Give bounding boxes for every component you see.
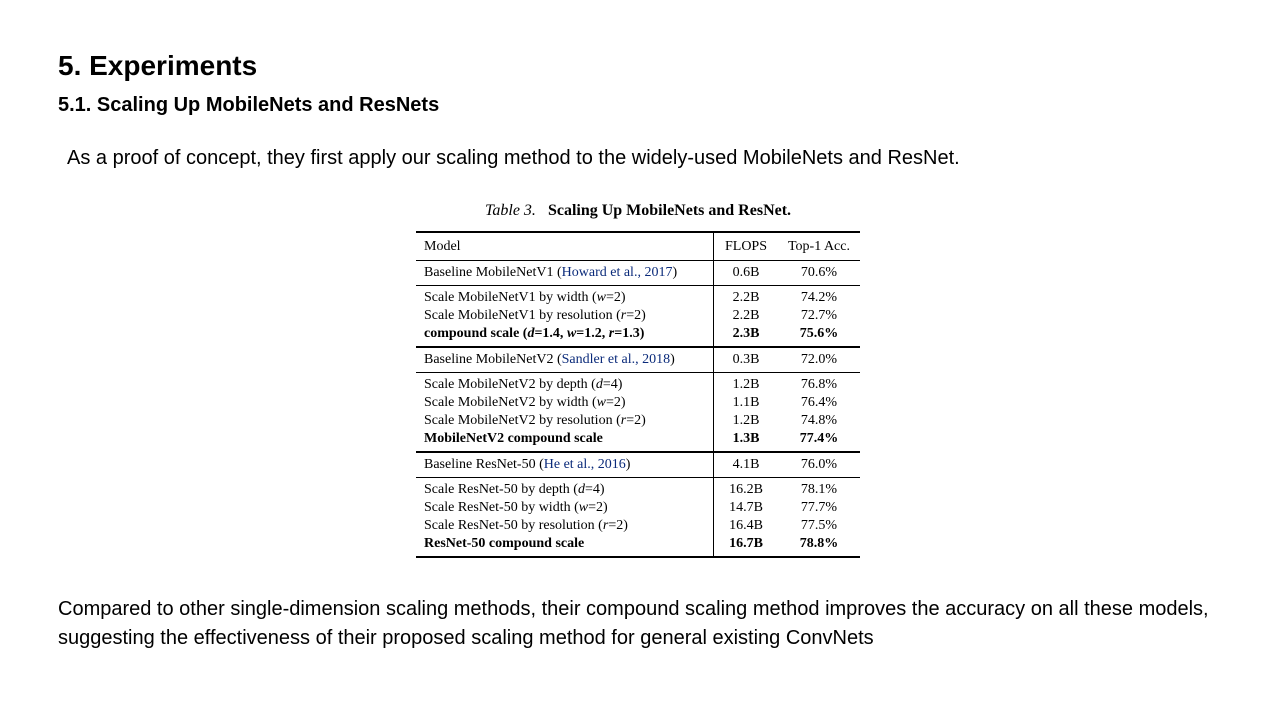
table-row: [416, 535, 860, 557]
model-cell: Scale MobileNetV2 by depth (d=4): [416, 373, 714, 395]
flops-cell: 2.2B: [714, 286, 779, 308]
model-cell: Baseline MobileNetV1 (Howard et al., 2017): [416, 261, 714, 286]
column-header-flops: FLOPS: [714, 232, 779, 261]
table-row: [416, 430, 860, 452]
accuracy-cell: 74.2%: [778, 286, 860, 308]
table-row: [416, 347, 860, 373]
table-row: [416, 307, 860, 325]
model-cell: Scale MobileNetV1 by width (w=2): [416, 286, 714, 308]
table-row: [416, 499, 860, 517]
citation-link[interactable]: Howard et al., 2017: [561, 265, 673, 280]
model-cell: Baseline MobileNetV2 (Sandler et al., 2018): [416, 347, 714, 373]
citation-link[interactable]: He et al., 2016: [543, 457, 626, 472]
flops-cell: 16.7B: [714, 535, 779, 557]
accuracy-cell: 74.8%: [800, 413, 838, 428]
model-cell: Scale ResNet-50 by depth (d=4): [416, 478, 714, 500]
results-table: [416, 231, 860, 558]
flops-cell: 4.1B: [714, 452, 779, 478]
flops-cell: 1.2B: [714, 373, 779, 395]
conclusion-paragraph: Compared to other single-dimension scaling methods, their compound scaling method improves the accuracy on all these models, suggesting the effectiveness of their proposed scaling method for general existing ConvNets: [58, 598, 1209, 649]
model-cell: compound scale (d=1.4, w=1.2, r=1.3): [424, 326, 645, 341]
model-cell: Scale MobileNetV1 by resolution (r=2): [424, 308, 646, 323]
table-row: [416, 412, 860, 430]
model-cell: MobileNetV2 compound scale: [424, 431, 603, 446]
accuracy-cell: 78.8%: [799, 536, 839, 551]
accuracy-cell: 75.6%: [799, 326, 839, 341]
table-row: [416, 517, 860, 535]
table-caption: [416, 202, 860, 220]
model-cell: Scale ResNet-50 by resolution (r=2): [424, 518, 628, 533]
table-row: [416, 394, 860, 412]
model-cell: Baseline ResNet-50 (He et al., 2016): [416, 452, 714, 478]
accuracy-cell: 72.0%: [778, 347, 860, 373]
table-header-row: [416, 232, 860, 261]
accuracy-cell: 72.7%: [800, 308, 838, 323]
table-caption-label: Table 3.: [484, 202, 536, 219]
accuracy-cell: 76.0%: [778, 452, 860, 478]
table-row: [416, 325, 860, 347]
column-header-model: Model: [424, 238, 461, 254]
accuracy-cell: 76.4%: [800, 395, 838, 410]
accuracy-cell: 77.4%: [799, 431, 839, 446]
flops-cell: 16.4B: [714, 517, 779, 535]
subsection-heading: 5.1. Scaling Up MobileNets and ResNets: [58, 94, 440, 116]
column-header-accuracy: Top-1 Acc.: [787, 238, 850, 254]
accuracy-cell: 77.7%: [800, 500, 838, 515]
table-row: [416, 373, 860, 395]
accuracy-cell: 70.6%: [778, 261, 860, 286]
intro-paragraph: As a proof of concept, they first apply our scaling method to the widely-used MobileNets and ResNet.: [67, 147, 960, 169]
flops-cell: 0.3B: [714, 347, 779, 373]
section-heading: 5. Experiments: [58, 50, 258, 81]
flops-cell: 1.1B: [714, 394, 779, 412]
flops-cell: 16.2B: [714, 478, 779, 500]
table-row: [416, 452, 860, 478]
accuracy-cell: 78.1%: [778, 478, 860, 500]
model-cell: Scale MobileNetV2 by resolution (r=2): [424, 413, 646, 428]
model-cell: Scale MobileNetV2 by width (w=2): [424, 395, 626, 410]
table-row: [416, 478, 860, 500]
model-cell: Scale ResNet-50 by width (w=2): [424, 500, 608, 515]
flops-cell: 14.7B: [714, 499, 779, 517]
accuracy-cell: 77.5%: [800, 518, 838, 533]
model-cell: ResNet-50 compound scale: [424, 536, 585, 551]
table-row: [416, 261, 860, 286]
flops-cell: 2.3B: [714, 325, 779, 347]
flops-cell: 2.2B: [714, 307, 779, 325]
flops-cell: 1.2B: [714, 412, 779, 430]
table-caption-title: Scaling Up MobileNets and ResNet.: [547, 202, 792, 219]
accuracy-cell: 76.8%: [778, 373, 860, 395]
flops-cell: 0.6B: [714, 261, 779, 286]
table-row: [416, 286, 860, 308]
flops-cell: 1.3B: [714, 430, 779, 452]
citation-link[interactable]: Sandler et al., 2018: [561, 352, 671, 367]
